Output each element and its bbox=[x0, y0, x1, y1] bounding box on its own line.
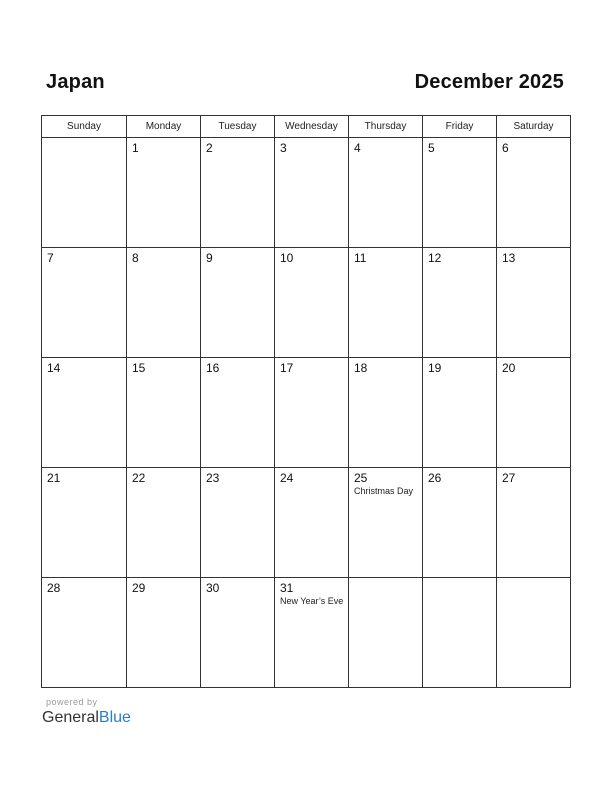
day-number: 6 bbox=[502, 141, 509, 155]
day-number: 23 bbox=[206, 471, 220, 485]
day-cell bbox=[127, 248, 201, 358]
day-cell bbox=[42, 578, 127, 688]
weekday-header-row bbox=[42, 116, 571, 138]
day-cell bbox=[275, 358, 349, 468]
day-number: 26 bbox=[428, 471, 442, 485]
day-number bbox=[497, 578, 570, 581]
day-number: 11 bbox=[354, 251, 367, 265]
day-number: 16 bbox=[206, 361, 220, 375]
day-cell bbox=[349, 578, 423, 688]
weekday-monday: Monday bbox=[127, 116, 201, 138]
day-cell bbox=[423, 248, 497, 358]
day-cell bbox=[497, 468, 571, 578]
day-cell bbox=[497, 138, 571, 248]
weekday-thursday: Thursday bbox=[349, 116, 423, 138]
day-cell bbox=[42, 358, 127, 468]
day-number bbox=[42, 138, 126, 141]
day-number bbox=[423, 578, 496, 581]
weekday-friday: Friday bbox=[423, 116, 497, 138]
day-number: 15 bbox=[132, 361, 146, 375]
day-cell bbox=[201, 358, 275, 468]
day-cell bbox=[423, 138, 497, 248]
logo-blue: Blue bbox=[98, 709, 131, 726]
day-cell bbox=[497, 578, 571, 688]
day-cell bbox=[201, 468, 275, 578]
day-cell bbox=[349, 138, 423, 248]
day-number: 22 bbox=[132, 471, 146, 485]
month-title: December 2025 bbox=[414, 71, 564, 93]
day-number: 25 bbox=[354, 471, 368, 485]
weekday-tuesday: Tuesday bbox=[201, 116, 275, 138]
day-cell bbox=[127, 578, 201, 688]
day-number: 12 bbox=[428, 251, 442, 265]
week-row bbox=[42, 248, 571, 358]
day-number: 10 bbox=[280, 251, 294, 265]
day-number: 9 bbox=[206, 251, 213, 265]
day-cell bbox=[423, 578, 497, 688]
day-cell bbox=[201, 578, 275, 688]
day-cell bbox=[349, 468, 423, 578]
day-number: 7 bbox=[47, 251, 54, 265]
day-number: 27 bbox=[502, 471, 516, 485]
day-cell bbox=[201, 248, 275, 358]
day-cell bbox=[349, 248, 423, 358]
week-row bbox=[42, 578, 571, 688]
calendar-grid bbox=[41, 115, 571, 688]
holiday-label: New Year’s Eve bbox=[280, 596, 344, 606]
day-number: 17 bbox=[280, 361, 294, 375]
day-cell bbox=[127, 138, 201, 248]
week-row bbox=[42, 138, 571, 248]
day-cell bbox=[497, 248, 571, 358]
day-cell bbox=[275, 468, 349, 578]
country-title: Japan bbox=[46, 71, 105, 93]
day-cell bbox=[497, 358, 571, 468]
day-number: 3 bbox=[280, 141, 287, 155]
day-number: 21 bbox=[47, 471, 61, 485]
day-cell bbox=[127, 468, 201, 578]
logo-general: General bbox=[42, 709, 99, 726]
day-cell bbox=[42, 138, 127, 248]
generalblue-logo bbox=[42, 709, 131, 727]
day-cell bbox=[201, 138, 275, 248]
week-row bbox=[42, 468, 571, 578]
weekday-saturday: Saturday bbox=[497, 116, 571, 138]
day-cell bbox=[275, 138, 349, 248]
day-number: 13 bbox=[502, 251, 516, 265]
powered-by-label: powered by bbox=[46, 697, 98, 707]
day-number: 2 bbox=[206, 141, 213, 155]
day-cell bbox=[423, 468, 497, 578]
weekday-sunday: Sunday bbox=[42, 116, 127, 138]
day-number: 5 bbox=[428, 141, 435, 155]
day-number: 30 bbox=[206, 581, 220, 595]
day-number: 8 bbox=[132, 251, 139, 265]
week-row bbox=[42, 358, 571, 468]
weekday-wednesday: Wednesday bbox=[275, 116, 349, 138]
day-cell bbox=[42, 468, 127, 578]
day-number: 19 bbox=[428, 361, 442, 375]
day-number: 14 bbox=[47, 361, 61, 375]
day-number bbox=[349, 578, 422, 581]
day-cell bbox=[349, 358, 423, 468]
day-number: 31 bbox=[280, 581, 294, 595]
day-number: 28 bbox=[47, 581, 61, 595]
day-number: 20 bbox=[502, 361, 516, 375]
day-number: 1 bbox=[132, 141, 139, 155]
day-number: 24 bbox=[280, 471, 294, 485]
day-number: 29 bbox=[132, 581, 146, 595]
day-cell bbox=[275, 578, 349, 688]
day-number: 4 bbox=[354, 141, 361, 155]
day-cell bbox=[127, 358, 201, 468]
day-cell bbox=[42, 248, 127, 358]
day-cell bbox=[423, 358, 497, 468]
day-number: 18 bbox=[354, 361, 368, 375]
day-cell bbox=[275, 248, 349, 358]
holiday-label: Christmas Day bbox=[354, 486, 414, 496]
